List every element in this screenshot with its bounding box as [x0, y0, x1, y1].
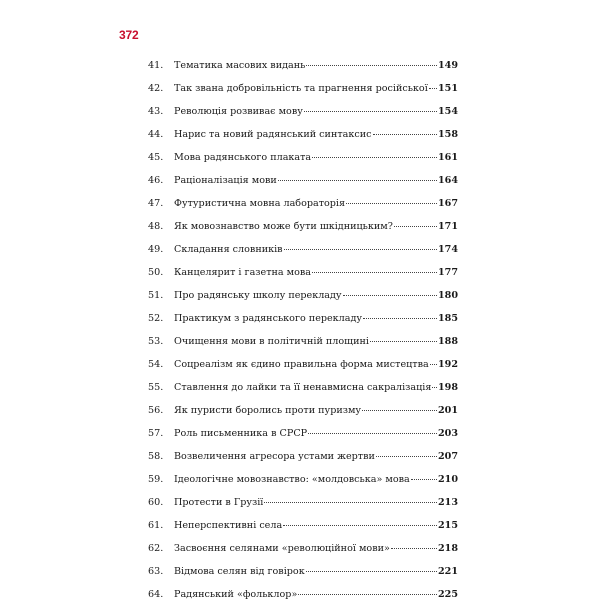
toc-entry-number: 55. — [148, 382, 164, 393]
toc-entry-page: 188 — [437, 336, 458, 347]
toc-entry-page: 201 — [437, 405, 458, 416]
toc-entry-title: Радянський «фольклор» — [174, 589, 298, 600]
toc-entry-number: 49. — [148, 244, 164, 255]
toc-entry-title: Практикум з радянського перекладу — [174, 313, 363, 324]
toc-entry — [148, 244, 458, 267]
toc-entry — [148, 152, 458, 175]
toc-entry-title: Ставлення до лайки та її ненавмисна сакралізація — [174, 382, 432, 393]
toc-leader-dots — [346, 203, 437, 204]
toc-entry — [148, 428, 458, 451]
toc-entry — [148, 451, 458, 474]
toc-entry-page: 218 — [437, 543, 458, 554]
toc-entry-number: 45. — [148, 152, 164, 163]
toc-entry-title: Про радянську школу перекладу — [174, 290, 342, 301]
toc-entry-title: Як мовознавство може бути шкідницьким? — [174, 221, 393, 232]
toc-entry-number: 62. — [148, 543, 164, 554]
toc-entry-page: 185 — [437, 313, 458, 324]
toc-leader-dots — [394, 226, 437, 227]
toc-entry — [148, 497, 458, 520]
toc-entry — [148, 83, 458, 106]
toc-leader-dots — [283, 525, 437, 526]
toc-leader-dots — [278, 180, 437, 181]
toc-entry-page: 171 — [437, 221, 458, 232]
toc-entry-number: 64. — [148, 589, 164, 600]
toc-entry — [148, 198, 458, 221]
toc-entry-number: 51. — [148, 290, 164, 301]
toc-entry — [148, 474, 458, 497]
toc-leader-dots — [304, 111, 437, 112]
toc-entry-title: Соцреалізм як єдино правильна форма мистецтва — [174, 359, 429, 370]
toc-entry — [148, 313, 458, 336]
toc-entry-title: Складання словників — [174, 244, 283, 255]
toc-entry-title: Нарис та новий радянський синтаксис — [174, 129, 372, 140]
toc-entry-title: Як пуристи боролись проти пуризму — [174, 405, 362, 416]
toc-leader-dots — [298, 594, 437, 595]
toc-entry-page: 213 — [437, 497, 458, 508]
toc-leader-dots — [306, 65, 437, 66]
toc-entry-number: 59. — [148, 474, 164, 485]
toc-entry-page: 225 — [437, 589, 458, 600]
toc-entry — [148, 520, 458, 543]
toc-entry-number: 48. — [148, 221, 164, 232]
toc-entry-page: 192 — [437, 359, 458, 370]
toc-entry-number: 56. — [148, 405, 164, 416]
toc-entry-number: 57. — [148, 428, 164, 439]
toc-entry-number: 46. — [148, 175, 164, 186]
toc-entry-page: 149 — [437, 60, 458, 71]
toc-entry-page: 164 — [437, 175, 458, 186]
toc-entry-page: 167 — [437, 198, 458, 209]
toc-entry-page: 180 — [437, 290, 458, 301]
toc-entry-page: 154 — [437, 106, 458, 117]
toc-entry-title: Революція розвиває мову — [174, 106, 303, 117]
toc-leader-dots — [391, 548, 437, 549]
toc-entry-title: Канцелярит і газетна мова — [174, 267, 312, 278]
toc-entry-number: 54. — [148, 359, 164, 370]
toc-leader-dots — [432, 387, 437, 388]
toc-leader-dots — [284, 249, 437, 250]
toc-leader-dots — [306, 571, 437, 572]
toc-entry — [148, 106, 458, 129]
toc-entry-title: Раціоналізація мови — [174, 175, 277, 186]
toc-entry-number: 52. — [148, 313, 164, 324]
toc-entry-number: 50. — [148, 267, 164, 278]
toc-entry — [148, 359, 458, 382]
toc-entry-title: Возвеличення агресора устами жертви — [174, 451, 375, 462]
toc-entry — [148, 175, 458, 198]
toc-entry — [148, 290, 458, 313]
toc-entry-page: 158 — [437, 129, 458, 140]
toc-leader-dots — [363, 318, 437, 319]
toc-entry-page: 207 — [437, 451, 458, 462]
toc-leader-dots — [264, 502, 437, 503]
toc-leader-dots — [312, 157, 437, 158]
toc-entry-number: 44. — [148, 129, 164, 140]
toc-entry — [148, 589, 458, 600]
toc-entry-number: 47. — [148, 198, 164, 209]
toc-entry-title: Неперспективні села — [174, 520, 283, 531]
toc-leader-dots — [411, 479, 437, 480]
toc-entry — [148, 221, 458, 244]
toc-entry-title: Тематика масових видань — [174, 60, 306, 71]
toc-entry-title: Ідеологічне мовознавство: «молдовська» мова — [174, 474, 410, 485]
toc-entry-page: 215 — [437, 520, 458, 531]
toc-entry-page: 221 — [437, 566, 458, 577]
toc-entry-title: Засвоєння селянами «революційної мови» — [174, 543, 390, 554]
toc-entry-page: 210 — [437, 474, 458, 485]
toc-entry-number: 41. — [148, 60, 164, 71]
toc-leader-dots — [308, 433, 437, 434]
toc-entry-title: Футуристична мовна лабораторія — [174, 198, 346, 209]
toc-leader-dots — [430, 364, 437, 365]
toc-entry-page: 198 — [437, 382, 458, 393]
toc-entry — [148, 60, 458, 83]
toc-entry — [148, 267, 458, 290]
toc-entry-title: Мова радянського плаката — [174, 152, 312, 163]
toc-entry-number: 43. — [148, 106, 164, 117]
toc-entry-number: 53. — [148, 336, 164, 347]
toc-entry-title: Так звана добровільність та прагнення російської — [174, 83, 428, 94]
toc-entry — [148, 129, 458, 152]
toc-entry — [148, 543, 458, 566]
toc-leader-dots — [312, 272, 437, 273]
toc-leader-dots — [429, 88, 437, 89]
toc-entry-title: Відмова селян від говірок — [174, 566, 305, 577]
toc-entry-title: Очищення мови в політичній площині — [174, 336, 369, 347]
toc-entry — [148, 405, 458, 428]
table-of-contents — [148, 60, 458, 600]
toc-entry-number: 42. — [148, 83, 164, 94]
toc-entry-page: 177 — [437, 267, 458, 278]
page-number: 372 — [119, 28, 139, 42]
toc-entry-number: 60. — [148, 497, 164, 508]
toc-leader-dots — [370, 341, 437, 342]
toc-leader-dots — [362, 410, 437, 411]
toc-entry-page: 203 — [437, 428, 458, 439]
toc-entry — [148, 336, 458, 359]
toc-leader-dots — [343, 295, 437, 296]
toc-entry-number: 61. — [148, 520, 164, 531]
toc-entry-number: 58. — [148, 451, 164, 462]
toc-leader-dots — [376, 456, 437, 457]
toc-entry — [148, 566, 458, 589]
toc-entry-number: 63. — [148, 566, 164, 577]
toc-entry-title: Протести в Грузії — [174, 497, 264, 508]
toc-entry — [148, 382, 458, 405]
toc-entry-page: 174 — [437, 244, 458, 255]
toc-entry-title: Роль письменника в СРСР — [174, 428, 308, 439]
toc-leader-dots — [373, 134, 437, 135]
toc-entry-page: 151 — [437, 83, 458, 94]
toc-entry-page: 161 — [437, 152, 458, 163]
